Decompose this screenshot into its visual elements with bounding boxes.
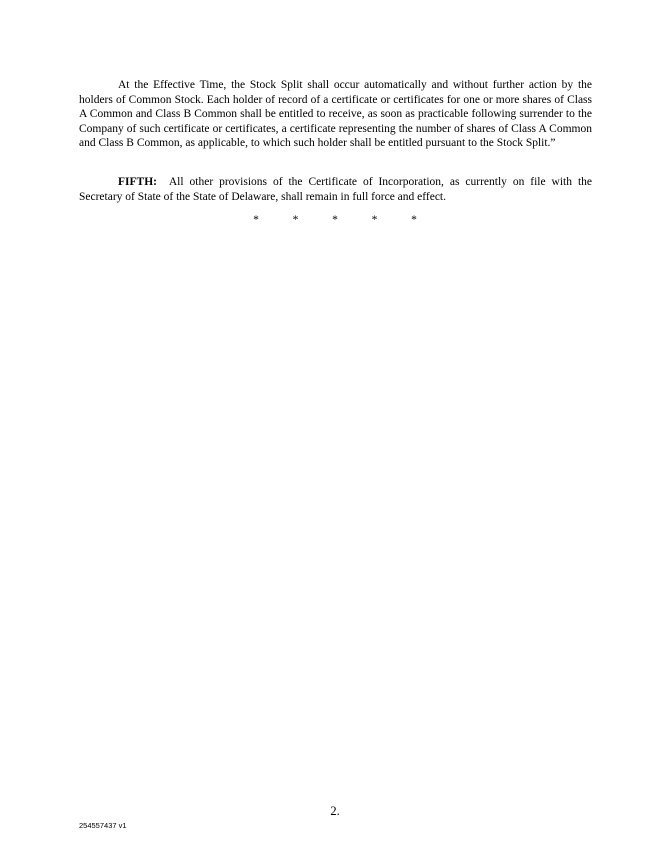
separator-star: * bbox=[411, 214, 417, 226]
separator-star: * bbox=[292, 214, 299, 226]
paragraph-fifth-text: All other provisions of the Certificate of Incorporation, as currently on file with the Secretary of State of the State of Delaware, shall remain in full force and effect. bbox=[79, 176, 592, 203]
separator-star: * bbox=[253, 214, 259, 226]
separator-star: * bbox=[371, 214, 378, 226]
document-id: 254557437 v1 bbox=[79, 821, 127, 830]
page-number: 2. bbox=[330, 804, 340, 818]
paragraph-effective-time bbox=[79, 78, 592, 151]
paragraph-effective-time-text: At the Effective Time, the Stock Split shall occur automatically and without further action by the holders of Common Stock. Each holder of record of a certificate or certificates for one or more shares of Class A Common and Class B Common shall be entitled to receive, as soon as practicable following surrender to the Company of such certificate or certificates, a certificate representing the number of shares of Class A Common and Class B Common, as applicable, to which such holder shall be entitled pursuant to the Stock Split.” bbox=[79, 79, 592, 150]
paragraph-fifth bbox=[79, 175, 592, 204]
paragraph-fifth-heading: FIFTH: bbox=[118, 176, 157, 188]
separator-star: * bbox=[332, 214, 338, 226]
section-separator bbox=[0, 214, 670, 226]
